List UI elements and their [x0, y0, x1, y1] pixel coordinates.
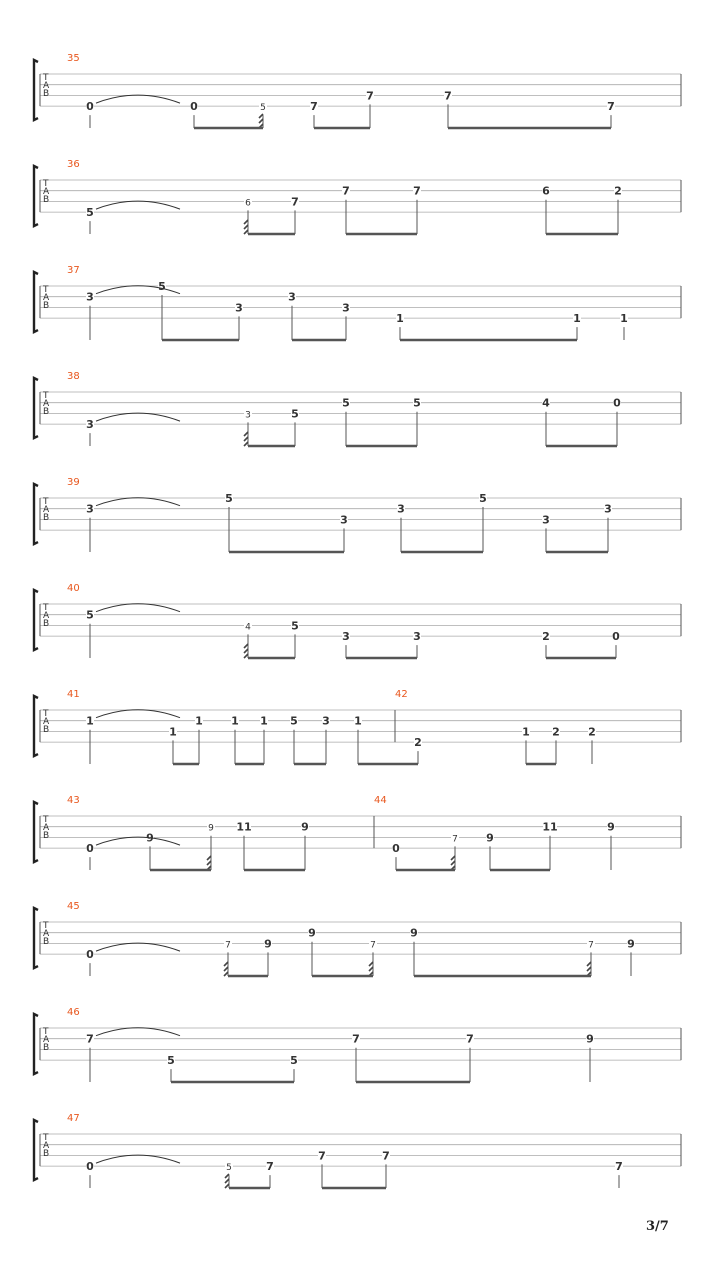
measure-number: 35	[67, 53, 80, 64]
fret-number: 5	[479, 492, 487, 505]
tab-clef-letter: A	[43, 81, 50, 91]
tie-arc	[96, 837, 180, 845]
fret-number: 3	[542, 513, 550, 527]
tab-clef-letter: B	[43, 513, 50, 523]
fret-number: 5	[290, 714, 298, 728]
tab-clef-letter: B	[43, 1043, 50, 1053]
fret-number: 3	[288, 290, 296, 304]
measure-number: 44	[374, 795, 387, 806]
grace-flag	[225, 1184, 229, 1188]
fret-number: 2	[414, 736, 422, 750]
fret-number: 3	[86, 418, 94, 432]
fret-number: 7	[310, 100, 318, 114]
grace-note-fret: 9	[208, 823, 214, 834]
fret-number: 7	[466, 1032, 474, 1046]
fret-number: 9	[146, 831, 154, 845]
grace-flag	[244, 654, 248, 658]
fret-number: 7	[607, 100, 615, 114]
page-number: 3/7	[646, 1219, 669, 1234]
grace-note-fret: 5	[260, 103, 266, 114]
grace-note-fret: 7	[225, 940, 231, 951]
measure-number: 38	[67, 371, 80, 382]
fret-number: 2	[614, 184, 622, 198]
grace-flag	[451, 856, 455, 860]
tie-arc	[96, 413, 180, 421]
tab-clef-letter: A	[43, 1141, 50, 1151]
fret-number: 7	[86, 1032, 94, 1046]
tab-clef-letter: A	[43, 611, 50, 621]
tab-clef-letter: T	[43, 391, 49, 401]
fret-number: 1	[260, 714, 268, 728]
fret-number: 3	[604, 502, 612, 516]
tab-clef-letter: A	[43, 717, 50, 727]
grace-flag	[587, 962, 591, 966]
tie-arc	[96, 286, 180, 294]
fret-number: 2	[552, 725, 560, 739]
system-bracket	[34, 378, 38, 438]
fret-number: 3	[86, 502, 94, 516]
fret-number: 11	[236, 820, 252, 834]
fret-number: 3	[322, 714, 330, 728]
fret-number: 1	[522, 725, 530, 739]
fret-number: 5	[86, 608, 94, 622]
fret-number: 5	[86, 206, 94, 220]
fret-number: 7	[352, 1032, 360, 1046]
fret-number: 11	[542, 820, 558, 834]
tab-clef-letter: A	[43, 929, 50, 939]
grace-flag	[369, 962, 373, 966]
fret-number: 9	[627, 937, 635, 951]
grace-flag	[207, 856, 211, 860]
tab-clef-letter: B	[43, 89, 50, 99]
tie-arc	[96, 710, 180, 718]
fret-number: 9	[301, 820, 309, 834]
tab-clef-letter: B	[43, 619, 50, 629]
fret-number: 0	[392, 842, 400, 856]
fret-number: 2	[588, 725, 596, 739]
grace-flag	[244, 649, 248, 653]
tab-clef-letter: B	[43, 937, 50, 947]
grace-flag	[244, 220, 248, 224]
fret-number: 5	[342, 396, 350, 410]
tab-clef-letter: A	[43, 823, 50, 833]
fret-number: 1	[169, 725, 177, 739]
fret-number: 3	[342, 301, 350, 315]
grace-note-fret: 5	[226, 1163, 232, 1174]
grace-flag	[244, 442, 248, 446]
fret-number: 1	[195, 714, 203, 728]
measure-number: 42	[395, 689, 408, 700]
fret-number: 0	[86, 842, 94, 856]
tab-clef-letter: B	[43, 831, 50, 841]
fret-number: 3	[397, 502, 405, 516]
tab-clef-letter: B	[43, 1149, 50, 1159]
tab-clef-letter: T	[43, 921, 49, 931]
system-bracket	[34, 1120, 38, 1180]
grace-flag	[244, 437, 248, 441]
tie-arc	[96, 95, 180, 103]
fret-number: 1	[86, 714, 94, 728]
fret-number: 6	[542, 184, 550, 198]
fret-number: 3	[413, 630, 421, 644]
fret-number: 0	[612, 630, 620, 644]
fret-number: 7	[382, 1149, 390, 1163]
grace-flag	[259, 114, 263, 118]
system-bracket	[34, 166, 38, 226]
fret-number: 7	[318, 1149, 326, 1163]
fret-number: 5	[225, 492, 233, 505]
grace-note-fret: 6	[245, 198, 251, 209]
grace-note-fret: 7	[588, 940, 594, 951]
grace-note-fret: 3	[245, 410, 251, 421]
tab-clef-letter: B	[43, 407, 50, 417]
measure-number: 36	[67, 159, 80, 170]
fret-number: 3	[86, 290, 94, 304]
fret-number: 5	[413, 396, 421, 410]
system-bracket	[34, 802, 38, 862]
grace-flag	[587, 967, 591, 971]
system-bracket	[34, 1014, 38, 1074]
fret-number: 7	[266, 1160, 274, 1174]
fret-number: 9	[586, 1032, 594, 1046]
system-bracket	[34, 484, 38, 544]
system-bracket	[34, 908, 38, 968]
tab-clef-letter: T	[43, 603, 49, 613]
tab-clef-letter: A	[43, 505, 50, 515]
tab-clef-letter: T	[43, 709, 49, 719]
tab-clef-letter: T	[43, 1027, 49, 1037]
measure-number: 37	[67, 265, 80, 276]
fret-number: 9	[486, 831, 494, 845]
tab-clef-letter: A	[43, 399, 50, 409]
tie-arc	[96, 604, 180, 612]
fret-number: 0	[86, 948, 94, 962]
fret-number: 1	[354, 714, 362, 728]
fret-number: 1	[396, 312, 404, 326]
measure-number: 46	[67, 1007, 80, 1018]
fret-number: 3	[235, 301, 243, 315]
fret-number: 0	[86, 100, 94, 114]
fret-number: 7	[615, 1160, 623, 1174]
tab-clef-letter: T	[43, 179, 49, 189]
grace-flag	[244, 644, 248, 648]
system-bracket	[34, 590, 38, 650]
fret-number: 1	[573, 312, 581, 326]
fret-number: 9	[308, 926, 316, 940]
fret-number: 5	[167, 1054, 175, 1068]
grace-note-fret: 4	[245, 622, 251, 633]
grace-flag	[224, 972, 228, 976]
tab-clef-letter: A	[43, 293, 50, 303]
fret-number: 5	[291, 407, 299, 421]
fret-number: 7	[413, 184, 421, 198]
grace-flag	[244, 225, 248, 229]
grace-flag	[225, 1179, 229, 1183]
fret-number: 0	[613, 396, 621, 410]
tab-clef-letter: T	[43, 1133, 49, 1143]
grace-flag	[224, 967, 228, 971]
fret-number: 9	[410, 926, 418, 940]
fret-number: 4	[542, 396, 550, 410]
fret-number: 5	[158, 280, 166, 293]
tie-arc	[96, 498, 180, 506]
grace-note-fret: 7	[370, 940, 376, 951]
fret-number: 7	[291, 195, 299, 209]
system-bracket	[34, 272, 38, 332]
grace-flag	[225, 1174, 229, 1178]
tie-arc	[96, 1155, 180, 1163]
fret-number: 0	[86, 1160, 94, 1174]
fret-number: 1	[231, 714, 239, 728]
fret-number: 5	[290, 1054, 298, 1068]
fret-number: 7	[342, 184, 350, 198]
measure-number: 45	[67, 901, 80, 912]
fret-number: 3	[340, 513, 348, 527]
grace-flag	[244, 230, 248, 234]
measure-number: 41	[67, 689, 80, 700]
tab-clef-letter: T	[43, 285, 49, 295]
grace-flag	[369, 967, 373, 971]
tab-clef-letter: A	[43, 1035, 50, 1045]
fret-number: 2	[542, 630, 550, 644]
measure-number: 43	[67, 795, 80, 806]
tie-arc	[96, 1028, 180, 1036]
tie-arc	[96, 201, 180, 209]
tab-clef-letter: B	[43, 301, 50, 311]
fret-number: 1	[620, 312, 628, 326]
grace-flag	[259, 119, 263, 123]
tab-clef-letter: A	[43, 187, 50, 197]
grace-flag	[244, 432, 248, 436]
fret-number: 3	[342, 630, 350, 644]
tab-clef-letter: T	[43, 815, 49, 825]
fret-number: 9	[607, 820, 615, 834]
system-bracket	[34, 60, 38, 120]
fret-number: 7	[366, 89, 374, 103]
grace-flag	[207, 861, 211, 865]
fret-number: 9	[264, 937, 272, 951]
grace-flag	[451, 861, 455, 865]
measure-number: 39	[67, 477, 80, 488]
measure-number: 47	[67, 1113, 80, 1124]
system-bracket	[34, 696, 38, 756]
fret-number: 5	[291, 619, 299, 633]
grace-flag	[224, 962, 228, 966]
tab-clef-letter: B	[43, 195, 50, 205]
fret-number: 0	[190, 100, 198, 114]
tie-arc	[96, 943, 180, 951]
tab-clef-letter: B	[43, 725, 50, 735]
measure-number: 40	[67, 583, 80, 594]
tab-clef-letter: T	[43, 497, 49, 507]
grace-note-fret: 7	[452, 834, 458, 845]
tab-clef-letter: T	[43, 73, 49, 83]
fret-number: 7	[444, 89, 452, 103]
